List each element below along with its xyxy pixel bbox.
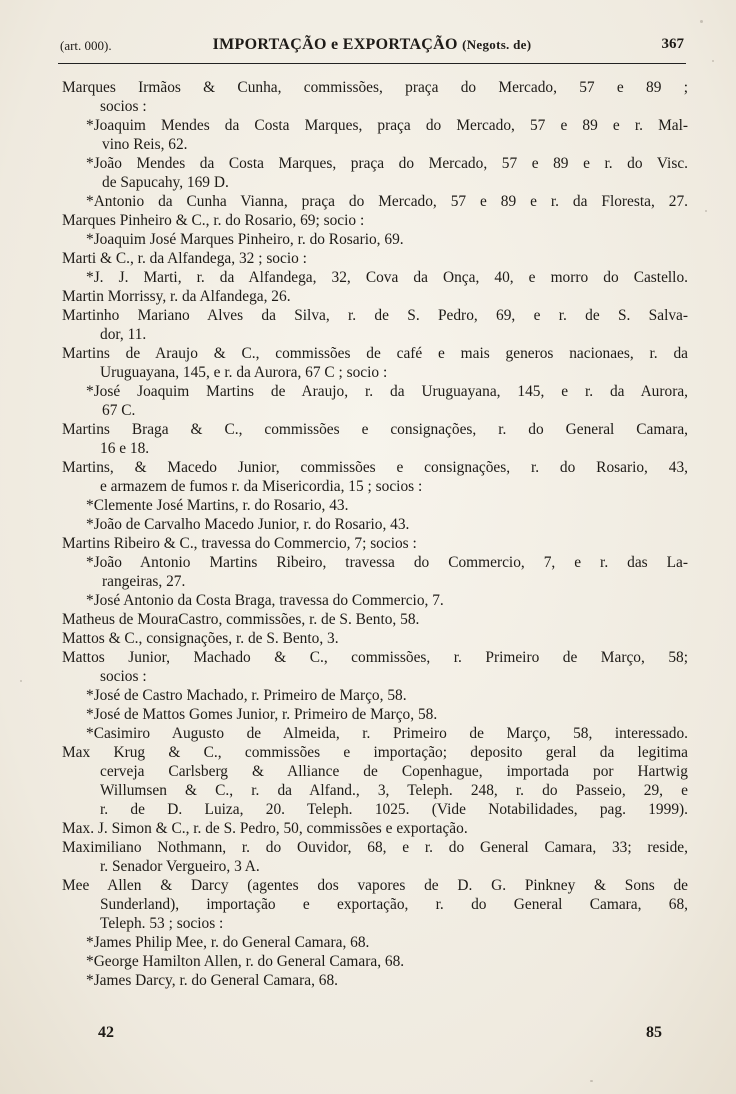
firm-entry-line: Martins Ribeiro & C., travessa do Commercio, 7; socios : [62, 535, 417, 552]
firm-entry-line: Matheus de MouraCastro, commissões, r. de S. Bento, 58. [62, 611, 420, 628]
firm-entry-line: Marques Irmãos & Cunha, commissões, praça do Mercado, 57 e 89 ; [62, 79, 688, 96]
continuation-line: socios : [100, 98, 147, 115]
continuation-line: Willumsen & C., r. da Alfand., 3, Teleph. 248, r. do Passeio, 29, e [100, 782, 688, 799]
continuation-line: vino Reis, 62. [102, 136, 188, 153]
paper-speck [712, 60, 714, 62]
firm-entry-line: Martins Braga & C., commissões e consignações, r. do General Camara, [62, 421, 688, 438]
continuation-line: r. Senador Vergueiro, 3 A. [100, 858, 260, 875]
partner-entry-line: *James Philip Mee, r. do General Camara, 68. [86, 934, 370, 951]
paper-speck [590, 1080, 593, 1082]
footer-signature-mark: 42 [98, 1024, 114, 1041]
page-footer [98, 1024, 662, 1046]
header-title-block [60, 36, 684, 54]
partner-entry-line: *Joaquim José Marques Pinheiro, r. do Rosario, 69. [86, 231, 404, 248]
firm-entry-line: Maximiliano Nothmann, r. do Ouvidor, 68, e r. do General Camara, 33; reside, [62, 839, 688, 856]
firm-entry-line: Mee Allen & Darcy (agentes dos vapores de D. G. Pinkney & Sons de [62, 877, 688, 894]
paper-speck [20, 680, 22, 682]
directory-listing [62, 78, 688, 990]
partner-entry-line: *Casimiro Augusto de Almeida, r. Primeiro de Março, 58, interessado. [86, 725, 688, 742]
header-subtitle: (Negots. de) [462, 37, 532, 52]
partner-entry-line: *José Antonio da Costa Braga, travessa do Commercio, 7. [86, 592, 444, 609]
continuation-line: dor, 11. [100, 326, 147, 343]
partner-entry-line: *João Mendes da Costa Marques, praça do Mercado, 57 e 89 e r. do Visc. [86, 155, 688, 172]
header-rule [58, 63, 686, 64]
partner-entry-line: *George Hamilton Allen, r. do General Camara, 68. [86, 953, 405, 970]
firm-entry-line: Martin Morrissy, r. da Alfandega, 26. [62, 288, 291, 305]
partner-entry-line: *J. J. Marti, r. da Alfandega, 32, Cova da Onça, 40, e morro do Castello. [86, 269, 688, 286]
firm-entry-line: Marti & C., r. da Alfandega, 32 ; socio : [62, 250, 307, 267]
partner-entry-line: *Clemente José Martins, r. do Rosario, 43. [86, 497, 349, 514]
firm-entry-line: Martins de Araujo & C., commissões de café e mais generos nacionaes, r. da [62, 345, 688, 362]
header-title: IMPORTAÇÃO e EXPORTAÇÃO [212, 36, 458, 53]
firm-entry-line: Martins, & Macedo Junior, commissões e consignações, r. do Rosario, 43, [62, 459, 688, 476]
firm-entry-line: Martinho Mariano Alves da Silva, r. de S. Pedro, 69, e r. de S. Salva- [62, 307, 688, 324]
continuation-line: Uruguayana, 145, e r. da Aurora, 67 C ; socio : [100, 364, 388, 381]
paper-speck [700, 20, 703, 23]
continuation-line: e armazem de fumos r. da Misericordia, 15 ; socios : [100, 478, 423, 495]
partner-entry-line: *José de Mattos Gomes Junior, r. Primeiro de Março, 58. [86, 706, 438, 723]
page-header [60, 34, 684, 60]
firm-entry-line: Marques Pinheiro & C., r. do Rosario, 69; socio : [62, 212, 365, 229]
partner-entry-line: *Joaquim Mendes da Costa Marques, praça do Mercado, 57 e 89 e r. Mal- [86, 117, 688, 134]
firm-entry-line: Max. J. Simon & C., r. de S. Pedro, 50, commissões e exportação. [62, 820, 468, 837]
continuation-line: de Sapucahy, 169 D. [102, 174, 229, 191]
footer-sheet-number: 85 [646, 1024, 662, 1041]
header-article-ref: (art. 000). [60, 38, 112, 53]
firm-entry-line: Mattos & C., consignações, r. de S. Bento, 3. [62, 630, 339, 647]
continuation-line: Sunderland), importação e exportação, r. do General Camara, 68, [100, 896, 688, 913]
continuation-line: 67 C. [102, 402, 136, 419]
firm-entry-line: Mattos Junior, Machado & C., commissões, r. Primeiro de Março, 58; [62, 649, 688, 666]
partner-entry-line: *James Darcy, r. do General Camara, 68. [86, 972, 338, 989]
continuation-line: 16 e 18. [100, 440, 150, 457]
partner-entry-line: *José de Castro Machado, r. Primeiro de Março, 58. [86, 687, 407, 704]
continuation-line: r. de D. Luiza, 20. Teleph. 1025. (Vide Notabilidades, pag. 1999). [100, 801, 688, 818]
partner-entry-line: *João de Carvalho Macedo Junior, r. do Rosario, 43. [86, 516, 410, 533]
firm-entry-line: Max Krug & C., commissões e importação; deposito geral da legitima [62, 744, 688, 761]
continuation-line: socios : [100, 668, 147, 685]
header-page-number: 367 [661, 36, 684, 52]
partner-entry-line: *Antonio da Cunha Vianna, praça do Mercado, 57 e 89 e r. da Floresta, 27. [86, 193, 688, 210]
partner-entry-line: *João Antonio Martins Ribeiro, travessa do Commercio, 7, e r. das La- [86, 554, 688, 571]
continuation-line: rangeiras, 27. [102, 573, 186, 590]
partner-entry-line: *José Joaquim Martins de Araujo, r. da Uruguayana, 145, e r. da Aurora, [86, 383, 688, 400]
continuation-line: Teleph. 53 ; socios : [100, 915, 224, 932]
paper-speck [705, 210, 707, 212]
continuation-line: cerveja Carlsberg & Alliance de Copenhague, importada por Hartwig [100, 763, 688, 780]
